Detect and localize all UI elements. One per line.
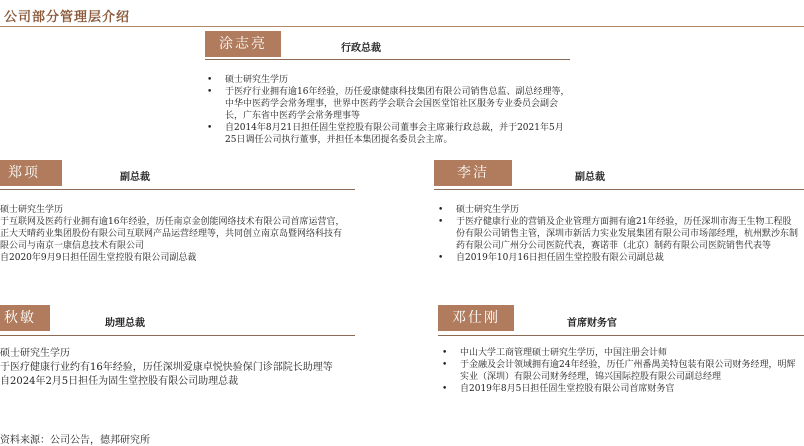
bio-item: • 于金融及会计领域拥有逾24年经验，历任广州番禺美特包装有限公司财务经理，明辉实业（深圳）有限公司财务经理，锦兴国际控股有限公司副总经理 [438, 359, 800, 383]
executive-role: 首席财务官 [567, 318, 617, 329]
source-note: 资料来源：公司公告，德邦研究所 [0, 435, 150, 446]
executive-name-tag: 李洁 [434, 160, 512, 186]
page-title: 公司部分管理层介绍 [4, 10, 131, 25]
executive-bio [203, 74, 573, 146]
bio-item: • 于医疗健康行业的营销及企业管理方面拥有逾21年经验，历任深圳市海王生物工程股份有限公司销售主管，深圳市新活力实业发展集团有限公司市场部经理，杭州默沙东制药有限公司广州分公司医院代表，赛诺菲（北京）制药有限公司医院销售代表等 [434, 216, 800, 252]
bio-item: 于互联网及医药行业拥有逾16年经验，历任南京金创能网络技术有限公司首席运营官，正大天晴药业集团股份有限公司互联网产品运营经理等，共同创立南京岛暨网络科技有限公司与南京一康信息技术有限公司 [0, 217, 345, 251]
bio-item: • 于医疗行业拥有逾16年经验，历任爱康健康科技集团有限公司销售总监、副总经理等，中华中医药学会常务理事，世界中医药学会联合会国医堂馆社区服务专业委员会副会长，广东省中医药学会常务理事等 [203, 86, 573, 122]
executive-bio [0, 204, 350, 264]
executive-role: 副总裁 [575, 172, 605, 183]
executive-name-tag: 秋敏 [0, 305, 50, 331]
bio-item: • 自2019年10月16日担任固生堂控股有限公司副总裁 [434, 252, 800, 264]
executive-bio [0, 347, 340, 389]
bio-item: 硕士研究生学历 [0, 348, 70, 359]
bio-item: 自2020年9月9日担任固生堂控股有限公司副总裁 [0, 253, 197, 263]
section-divider [205, 59, 570, 60]
executive-name-tag: 郑项 [0, 160, 62, 186]
bio-item: 于医疗健康行业约有16年经验，历任深圳爱康卓悦快验保门诊部院长助理等 [0, 362, 333, 373]
executive-bio [434, 204, 800, 264]
executive-name-tag: 邓仕刚 [438, 305, 514, 331]
section-divider [0, 189, 355, 190]
section-divider [438, 335, 804, 336]
executive-role: 行政总裁 [341, 43, 381, 54]
executive-bio [438, 347, 800, 395]
bio-item: 自2024年2月5日担任为固生堂控股有限公司助理总裁 [0, 376, 239, 387]
bio-item: • 自2014年8月21日担任固生堂控股有限公司董事会主席兼行政总裁，并于2021年5月25日调任公司执行董事，并担任本集团提名委员会主席。 [203, 122, 573, 146]
bio-item: • 硕士研究生学历 [434, 204, 800, 216]
section-divider [434, 189, 804, 190]
executive-role: 副总裁 [120, 172, 150, 183]
section-divider [0, 335, 355, 336]
title-divider [0, 26, 804, 27]
bio-item: • 自2019年8月5日担任固生堂控股有限公司首席财务官 [438, 383, 800, 395]
executive-role: 助理总裁 [105, 318, 145, 329]
bio-item: • 硕士研究生学历 [203, 74, 573, 86]
bio-item: • 中山大学工商管理硕士研究生学历，中国注册会计师 [438, 347, 800, 359]
bio-item: 硕士研究生学历 [0, 205, 64, 215]
executive-name-tag: 涂志亮 [205, 31, 281, 57]
